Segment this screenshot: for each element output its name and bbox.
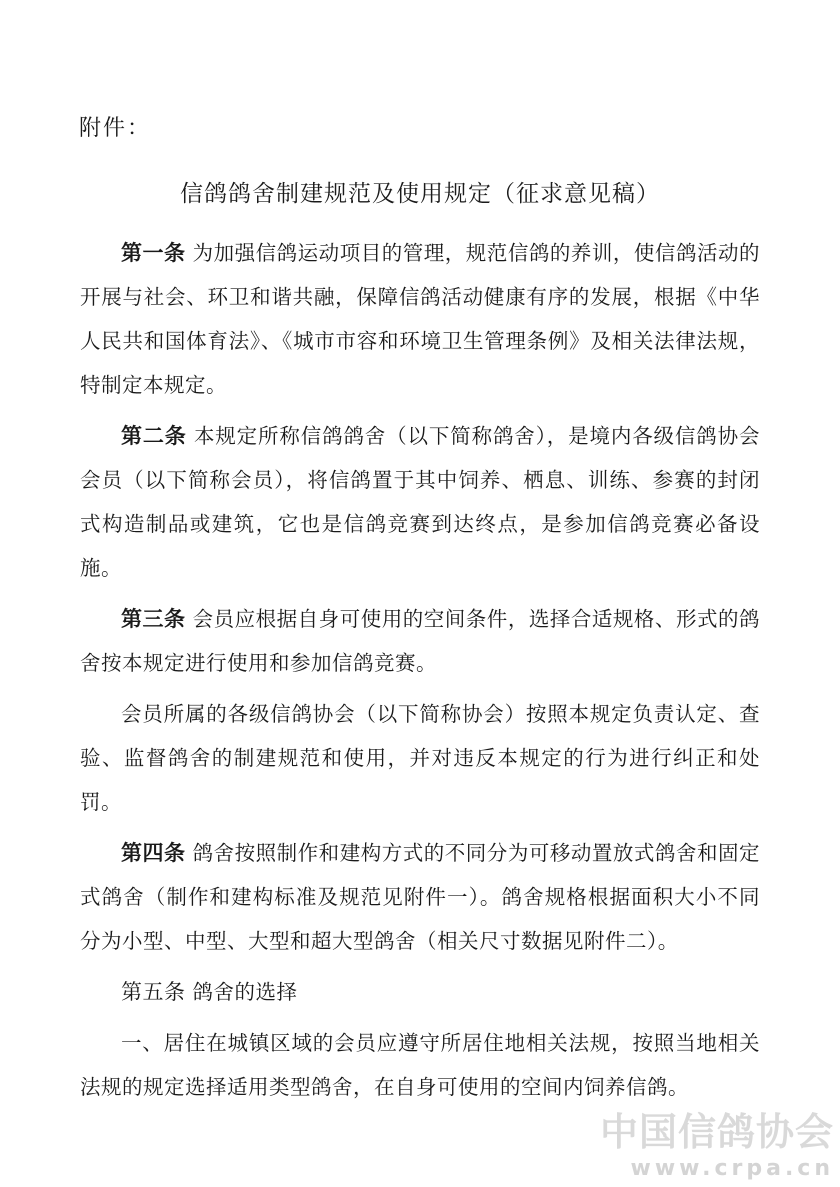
article-heading: 第三条 — [121, 607, 186, 631]
article-3-paragraph — [80, 597, 760, 685]
document-title: 信鸽鸽舍制建规范及使用规定（征求意见稿） — [180, 181, 660, 207]
watermark-organization-name: 中国信鸽协会 — [599, 1110, 834, 1154]
article-text: 为加强信鸽运动项目的管理，规范信鸽的养训，使信鸽活动的开展与社会、环卫和谐共融，保障信鸽活动健康有序的发展，根据《中华人民共和国体育法》、《城市市容和环境卫生管理条例》及相关法律法规，特制定本规定。 — [80, 241, 760, 397]
watermark — [594, 1109, 834, 1183]
article-3-continuation-paragraph — [80, 692, 760, 824]
article-text: 鸽舍的选择 — [192, 980, 298, 1004]
article-text: 鸽舍按照制作和建构方式的不同分为可移动置放式鸽舍和固定式鸽舍（制作和建构标准及规范见附件一）。鸽舍规格根据面积大小不同分为小型、中型、大型和超大型鸽舍（相关尺寸数据见附件二）。 — [80, 841, 760, 953]
article-1-paragraph — [80, 231, 760, 407]
article-heading: 第一条 — [121, 241, 186, 265]
attachment-label: 附件： — [79, 116, 152, 141]
article-text: 会员应根据自身可使用的空间条件，选择合适规格、形式的鸽舍按本规定进行使用和参加信鸽竞赛。 — [80, 607, 760, 675]
article-heading: 第四条 — [121, 841, 186, 865]
watermark-url: www.crpa.cn — [630, 1156, 834, 1181]
article-4-paragraph — [80, 831, 760, 963]
article-heading: 第五条 — [121, 980, 186, 1004]
article-5-item-1-paragraph — [80, 1021, 760, 1109]
article-5-paragraph — [80, 970, 760, 1014]
article-heading: 第二条 — [121, 424, 187, 448]
document-body — [80, 231, 760, 1116]
article-2-paragraph — [80, 414, 760, 590]
paragraph-text: 会员所属的各级信鸽协会（以下简称协会）按照本规定负责认定、查验、监督鸽舍的制建规范和使用，并对违反本规定的行为进行纠正和处罚。 — [80, 702, 760, 814]
paragraph-text: 一、居住在城镇区域的会员应遵守所居住地相关法规，按照当地相关法规的规定选择适用类型鸽舍，在自身可使用的空间内饲养信鸽。 — [80, 1031, 760, 1099]
article-text: 本规定所称信鸽鸽舍（以下简称鸽舍），是境内各级信鸽协会会员（以下简称会员），将信鸽置于其中饲养、栖息、训练、参赛的封闭式构造制品或建筑，它也是信鸽竞赛到达终点，是参加信鸽竞赛必备设施。 — [80, 424, 760, 580]
